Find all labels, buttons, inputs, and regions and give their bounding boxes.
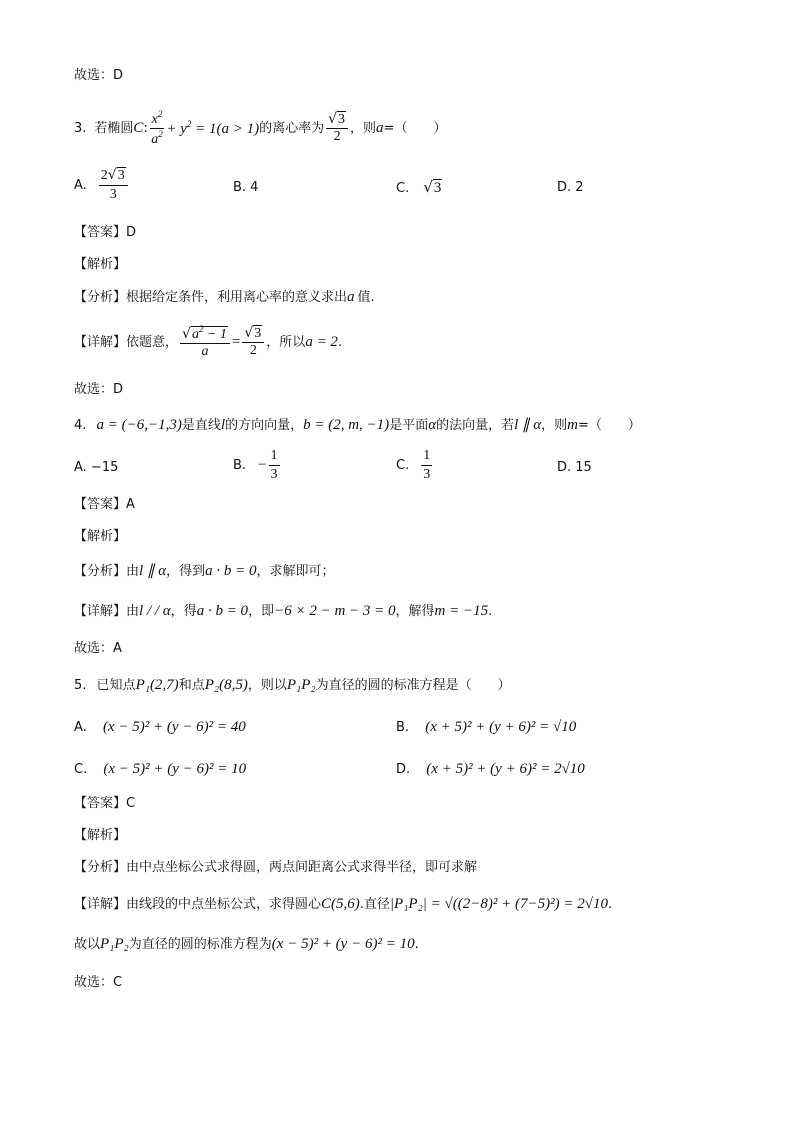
analysis-tag: 【分析】 [74,564,127,579]
answer-line [74,226,136,239]
option-label: C. [396,458,410,473]
detail-text: . [337,334,343,350]
analysis-text: 根据给定条件，利用离心率的意义求出 [126,290,348,305]
math-result: m = −15 [434,603,489,619]
option-label: A. [74,177,87,193]
question-text: 的离心率为 [259,120,325,136]
answer-line [74,797,135,810]
analysis-line [74,861,477,874]
option-equation: (x + 5)² + (y + 6)² = √10 [425,719,577,735]
math-var: a [376,119,384,136]
question-text: 已知点 [96,678,136,693]
option-c [396,448,434,483]
detail-tag: 【详解】 [74,334,127,350]
math-expression: a · b = 0 [196,603,249,619]
question-text: 若椭圆 [94,120,134,136]
detail-text: ，所以 [266,334,306,350]
option-equation: (x − 5)² + (y − 6)² = 40 [102,719,246,735]
question-number: 4. [74,418,87,433]
math-expression: + $y^2 = 1(a > 1)$ [166,118,260,137]
detail-tag: 【详解】 [74,604,127,619]
detail-text: ，即 [248,604,275,619]
question-text: ，则以 [247,678,287,693]
math-var: l [220,417,226,433]
detail-line [74,897,612,912]
question-text: 是平面 [389,418,429,433]
math-result: a = 2 [305,333,338,350]
answer-value: A [126,497,135,512]
segment-p1p2: P₁P₂ [100,936,129,952]
option-c [396,178,442,197]
question-3 [74,108,446,148]
detail-text: . [414,937,419,952]
analysis-heading: 【解析】 [74,257,127,272]
question-4 [74,418,641,433]
distance-expression: |P₁P₂| = √((2−8)² + (7−5)²) = 2√10 [389,896,608,912]
question-number: 3. [74,120,87,136]
option-label: B. [233,458,247,473]
detail-line [74,604,492,619]
answer-tag: 【答案】 [74,225,127,240]
math-expression: a · b = 0 [205,563,257,579]
detail-text: 由 [126,604,140,619]
detail-tag: 【详解】 [74,897,127,912]
math-expression: −6 × 2 − m − 3 = 0 [274,603,396,619]
detail-text: 故以 [74,937,101,952]
answer-line [74,498,135,511]
question-text: 的法向量，若 [436,418,515,433]
detail-text: . [607,897,613,912]
question-text: 和点 [178,678,205,693]
detail-line: 【详解】 依题意， $\frac{√a^2 - 1}{a}$ = $\frac{√3}{2}$ ，所以 a = 2 . [74,324,343,359]
analysis-line [74,290,375,305]
fraction-x2-a2: $\frac{x^2}{a^2}$ [151,108,163,147]
option-equation: (x − 5)² + (y − 6)² = 10 [103,761,247,777]
option-d: D. 15 [557,460,592,475]
option-a [74,167,130,203]
answer-value: C [126,796,136,811]
option-equation: (x + 5)² + (y + 6)² = 2√10 [426,761,585,777]
option-a [74,719,246,736]
analysis-tag: 【分析】 [74,860,127,875]
option-c [74,761,246,778]
option-label: B. [396,720,410,735]
option-b: B. − $\frac{1}{3}$ [233,448,278,482]
analysis-heading: 【解析】 [74,828,127,843]
option-b [396,719,576,736]
blank: =（ ） [383,120,447,136]
option-label: A. [74,720,87,735]
analysis-text: 由 [126,564,140,579]
math-var: C [133,119,144,136]
detail-text: ，得 [170,604,197,619]
option-label: D. [396,762,411,777]
answer-tag: 【答案】 [74,796,127,811]
analysis-text: ，求解即可； [256,564,335,579]
analysis-text: ，得到 [166,564,206,579]
answer-choice-line: 故选：D [74,68,124,83]
vector-b: b = (2, m, −1) [303,417,390,433]
circle-equation: (x − 5)² + (y − 6)² = 10 [271,936,415,952]
answer-value: D [126,225,137,240]
analysis-text: 值. [357,290,375,305]
math-colon: : [143,119,148,136]
analysis-line [74,564,334,579]
point-p2: P₂(8,5) [204,677,248,693]
question-text: 为直径的圆的标准方程是（ ） [315,678,511,693]
detail-text: 为直径的圆的标准方程为 [128,937,272,952]
detail-text: ，解得 [395,604,435,619]
option-d: D. 2 [557,180,584,195]
detail-line [74,937,419,952]
option-label: C. [396,181,410,196]
question-number: 5. [74,678,87,693]
fraction-1-3: $\frac{1}{3}$ [423,448,431,482]
question-text: 是直线 [181,418,221,433]
math-var: α [428,417,437,433]
fraction-1-3: $\frac{1}{3}$ [270,448,278,482]
segment-p1p2: P₁P₂ [286,677,316,693]
math-var: a [347,289,355,305]
fraction-2sqrt3-3: $\frac{2√3}{3}$ [99,167,128,203]
question-text: 的方向向量， [225,418,304,433]
detail-text: . [488,604,493,619]
option-label: C. [74,762,88,777]
detail-text: 由线段的中点坐标公式，求得圆心 [126,897,322,912]
detail-text: 依题意， [126,334,179,350]
option-b: B. 4 [233,180,259,195]
analysis-text: 由中点坐标公式求得圆，两点间距离公式求得半径，即可求解 [126,860,478,875]
option-d [396,761,585,778]
math-expression: l / / α [139,603,171,619]
fraction-sqrt3-2: $\frac{√3}{2}$ [326,112,348,144]
blank: =（ ） [578,418,641,433]
question-text: ，则 [541,418,568,433]
math-expression: l ∥ α [514,417,542,433]
answer-choice-line: 故选：D [74,382,124,397]
fraction-sqrt-a2-1-a: $\frac{√a^2 - 1}{a}$ [180,325,230,359]
detail-text: .直径 [359,897,390,912]
fraction-sqrt3-2: $\frac{√3}{2}$ [242,326,264,358]
answer-choice-line: 故选：C [74,975,123,990]
math-expression: l ∥ α [139,563,167,579]
answer-choice-line: 故选：A [74,641,122,656]
answer-tag: 【答案】 [74,497,127,512]
question-text: ，则 [350,120,377,136]
center-point: C(5,6) [321,896,360,912]
question-5 [74,678,511,693]
option-a: A. −15 [74,460,119,475]
analysis-heading: 【解析】 [74,529,127,544]
analysis-tag: 【分析】 [74,290,127,305]
vector-a: a = (−6,−1,3) [96,417,182,433]
sqrt3: √3 [423,178,442,196]
math-var: m [567,417,578,433]
point-p1: P₁(2,7) [135,677,179,693]
